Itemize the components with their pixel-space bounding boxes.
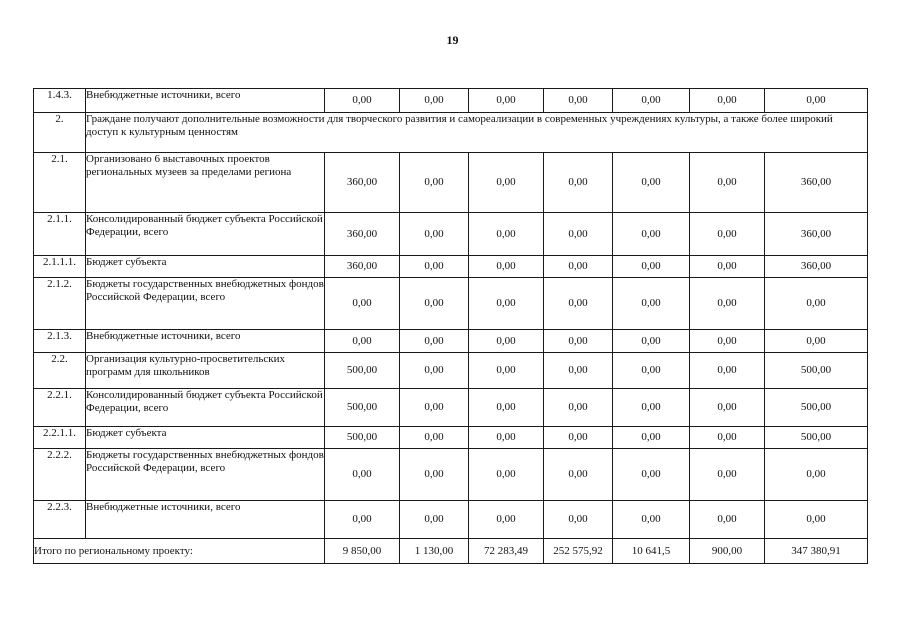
value-cell: 0,00 <box>613 256 690 278</box>
value-cell: 0,00 <box>400 389 469 427</box>
value-cell: 0,00 <box>325 278 400 330</box>
value-cell: 0,00 <box>690 501 765 539</box>
value-cell: 0,00 <box>469 449 544 501</box>
total-value-cell: 1 130,00 <box>400 539 469 564</box>
section-heading: Граждане получают дополнительные возможности для творческого развития и самореализации в современных учреждениях культуры, а также более широкий доступ к культурным ценностям <box>86 113 868 153</box>
table-row <box>34 89 868 113</box>
total-value-cell: 900,00 <box>690 539 765 564</box>
row-number: 2.1.2. <box>34 278 86 330</box>
value-cell: 500,00 <box>325 389 400 427</box>
value-cell: 0,00 <box>544 449 613 501</box>
page-number: 19 <box>446 33 459 47</box>
row-label: Бюджеты государственных внебюджетных фондов Российской Федерации, всего <box>86 278 325 330</box>
value-cell: 0,00 <box>613 153 690 213</box>
table-row <box>34 256 868 278</box>
value-cell: 0,00 <box>469 353 544 389</box>
row-number: 2.2.1.1. <box>34 427 86 449</box>
value-cell: 360,00 <box>325 256 400 278</box>
table-row <box>34 501 868 539</box>
row-label: Бюджеты государственных внебюджетных фондов Российской Федерации, всего <box>86 449 325 501</box>
value-cell: 0,00 <box>325 89 400 113</box>
table-row <box>34 353 868 389</box>
value-cell: 0,00 <box>690 389 765 427</box>
value-cell: 0,00 <box>690 449 765 501</box>
total-value-cell: 252 575,92 <box>544 539 613 564</box>
value-cell: 0,00 <box>544 330 613 353</box>
value-cell: 0,00 <box>544 256 613 278</box>
total-value-cell: 9 850,00 <box>325 539 400 564</box>
total-value-cell: 10 641,5 <box>613 539 690 564</box>
value-cell: 0,00 <box>613 449 690 501</box>
table-row <box>34 427 868 449</box>
value-cell: 0,00 <box>325 501 400 539</box>
value-cell: 0,00 <box>469 278 544 330</box>
value-cell: 0,00 <box>765 449 868 501</box>
value-cell: 0,00 <box>690 89 765 113</box>
value-cell: 0,00 <box>613 501 690 539</box>
table-row <box>34 213 868 256</box>
value-cell: 0,00 <box>690 427 765 449</box>
row-number: 1.4.3. <box>34 89 86 113</box>
value-cell: 0,00 <box>469 330 544 353</box>
value-cell: 360,00 <box>765 213 868 256</box>
value-cell: 0,00 <box>690 278 765 330</box>
value-cell: 500,00 <box>765 427 868 449</box>
total-row <box>34 539 868 564</box>
value-cell: 0,00 <box>400 501 469 539</box>
row-label: Внебюджетные источники, всего <box>86 89 325 113</box>
row-label: Внебюджетные источники, всего <box>86 330 325 353</box>
value-cell: 0,00 <box>469 153 544 213</box>
table-row <box>34 389 868 427</box>
value-cell: 0,00 <box>765 278 868 330</box>
value-cell: 500,00 <box>765 389 868 427</box>
value-cell: 360,00 <box>765 256 868 278</box>
value-cell: 0,00 <box>400 427 469 449</box>
total-value-cell: 347 380,91 <box>765 539 868 564</box>
value-cell: 0,00 <box>400 278 469 330</box>
table-row <box>34 278 868 330</box>
value-cell: 0,00 <box>400 153 469 213</box>
row-label: Бюджет субъекта <box>86 256 325 278</box>
value-cell: 0,00 <box>544 427 613 449</box>
value-cell: 360,00 <box>765 153 868 213</box>
table-row <box>34 153 868 213</box>
value-cell: 0,00 <box>613 89 690 113</box>
row-label: Бюджет субъекта <box>86 427 325 449</box>
row-number: 2.2.3. <box>34 501 86 539</box>
value-cell: 0,00 <box>400 449 469 501</box>
value-cell: 0,00 <box>544 389 613 427</box>
value-cell: 0,00 <box>325 449 400 501</box>
value-cell: 0,00 <box>613 330 690 353</box>
value-cell: 0,00 <box>400 213 469 256</box>
value-cell: 0,00 <box>544 278 613 330</box>
value-cell: 500,00 <box>325 427 400 449</box>
row-number: 2.2. <box>34 353 86 389</box>
value-cell: 0,00 <box>469 389 544 427</box>
value-cell: 0,00 <box>544 213 613 256</box>
row-number: 2.1. <box>34 153 86 213</box>
value-cell: 0,00 <box>544 89 613 113</box>
value-cell: 0,00 <box>469 501 544 539</box>
value-cell: 0,00 <box>469 89 544 113</box>
value-cell: 0,00 <box>690 153 765 213</box>
row-number: 2. <box>34 113 86 153</box>
table-row <box>34 330 868 353</box>
section-row <box>34 113 868 153</box>
value-cell: 0,00 <box>613 278 690 330</box>
row-label: Внебюджетные источники, всего <box>86 501 325 539</box>
budget-table <box>33 88 868 564</box>
value-cell: 0,00 <box>400 256 469 278</box>
value-cell: 0,00 <box>400 353 469 389</box>
row-number: 2.1.1. <box>34 213 86 256</box>
value-cell: 360,00 <box>325 213 400 256</box>
value-cell: 500,00 <box>765 353 868 389</box>
value-cell: 500,00 <box>325 353 400 389</box>
value-cell: 0,00 <box>613 427 690 449</box>
row-label: Организовано 6 выставочных проектов региональных музеев за пределами региона <box>86 153 325 213</box>
value-cell: 0,00 <box>690 330 765 353</box>
value-cell: 0,00 <box>765 501 868 539</box>
row-label: Консолидированный бюджет субъекта Российской Федерации, всего <box>86 213 325 256</box>
row-number: 2.1.3. <box>34 330 86 353</box>
value-cell: 0,00 <box>544 353 613 389</box>
row-number: 2.1.1.1. <box>34 256 86 278</box>
value-cell: 0,00 <box>613 213 690 256</box>
value-cell: 0,00 <box>469 213 544 256</box>
value-cell: 0,00 <box>469 427 544 449</box>
value-cell: 0,00 <box>400 89 469 113</box>
value-cell: 0,00 <box>765 330 868 353</box>
value-cell: 0,00 <box>690 353 765 389</box>
table-row <box>34 449 868 501</box>
value-cell: 0,00 <box>469 256 544 278</box>
value-cell: 0,00 <box>544 501 613 539</box>
value-cell: 0,00 <box>325 330 400 353</box>
row-number: 2.2.2. <box>34 449 86 501</box>
row-label: Консолидированный бюджет субъекта Российской Федерации, всего <box>86 389 325 427</box>
value-cell: 0,00 <box>690 213 765 256</box>
value-cell: 0,00 <box>544 153 613 213</box>
value-cell: 0,00 <box>400 330 469 353</box>
value-cell: 0,00 <box>613 389 690 427</box>
value-cell: 360,00 <box>325 153 400 213</box>
total-value-cell: 72 283,49 <box>469 539 544 564</box>
value-cell: 0,00 <box>613 353 690 389</box>
total-label: Итого по региональному проекту: <box>34 539 325 564</box>
row-number: 2.2.1. <box>34 389 86 427</box>
value-cell: 0,00 <box>690 256 765 278</box>
row-label: Организация культурно-просветительских программ для школьников <box>86 353 325 389</box>
value-cell: 0,00 <box>765 89 868 113</box>
